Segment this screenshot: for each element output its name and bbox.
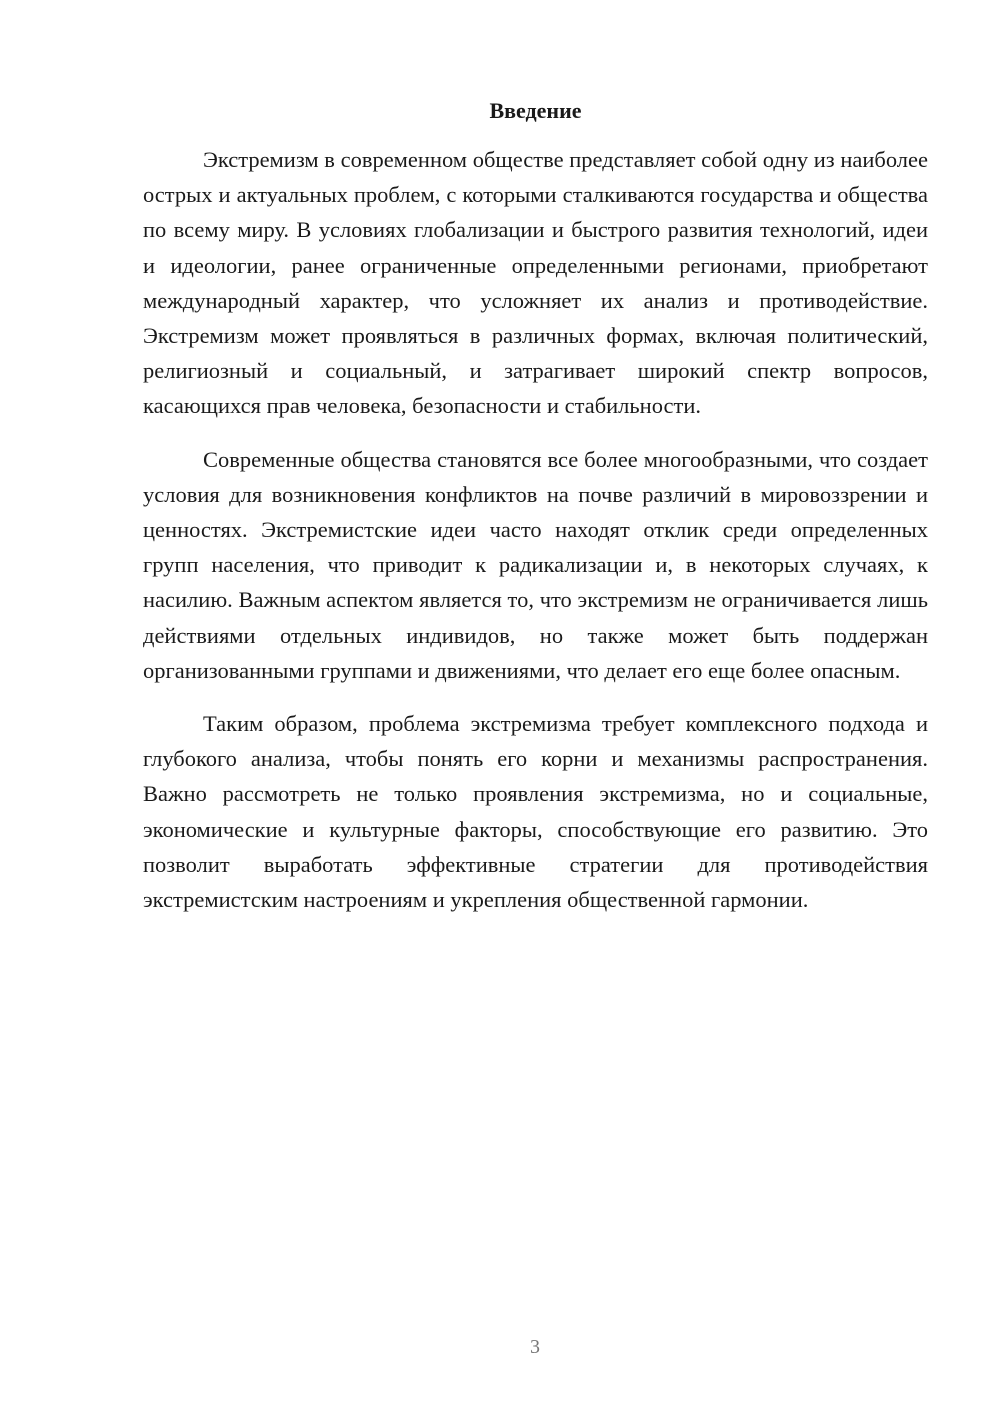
paragraph-3: Таким образом, проблема экстремизма требует комплексного подхода и глубокого анализа, чтобы понять его корни и механизмы распространения. Важно рассмотреть не только проявления экстремизма, но и социальные, экономические и культурные факторы, способствующие его развитию. Это позволит выработать эффективные стратегии для противодействия экстремистским настроениям и укрепления общественной гармонии. [143, 711, 928, 913]
page-number: 3 [530, 1336, 540, 1358]
body-text [143, 142, 928, 935]
paragraph-2: Современные общества становятся все более многообразными, что создает условия для возникновения конфликтов на почве различий в мировоззрении и ценностях. Экстремистские идеи часто находят отклик среди определенных групп населения, что приводит к радикализации и, в некоторых случаях, к насилию. Важным аспектом является то, что экстремизм не ограничивается лишь действиями отдельных индивидов, но также может быть поддержан организованными группами и движениями, что делает его еще более опасным. [143, 446, 928, 683]
section-title: Введение [489, 98, 582, 123]
paragraph-1: Экстремизм в современном обществе представляет собой одну из наиболее острых и актуальных проблем, с которыми сталкиваются государства и общества по всему миру. В условиях глобализации и быстрого развития технологий, идеи и идеологии, ранее ограниченные определенными регионами, приобретают международный характер, что усложняет их анализ и противодействие. Экстремизм может проявляться в различных формах, включая политический, религиозный и социальный, и затрагивает широкий спектр вопросов, касающихся прав человека, безопасности и стабильности. [143, 147, 928, 419]
